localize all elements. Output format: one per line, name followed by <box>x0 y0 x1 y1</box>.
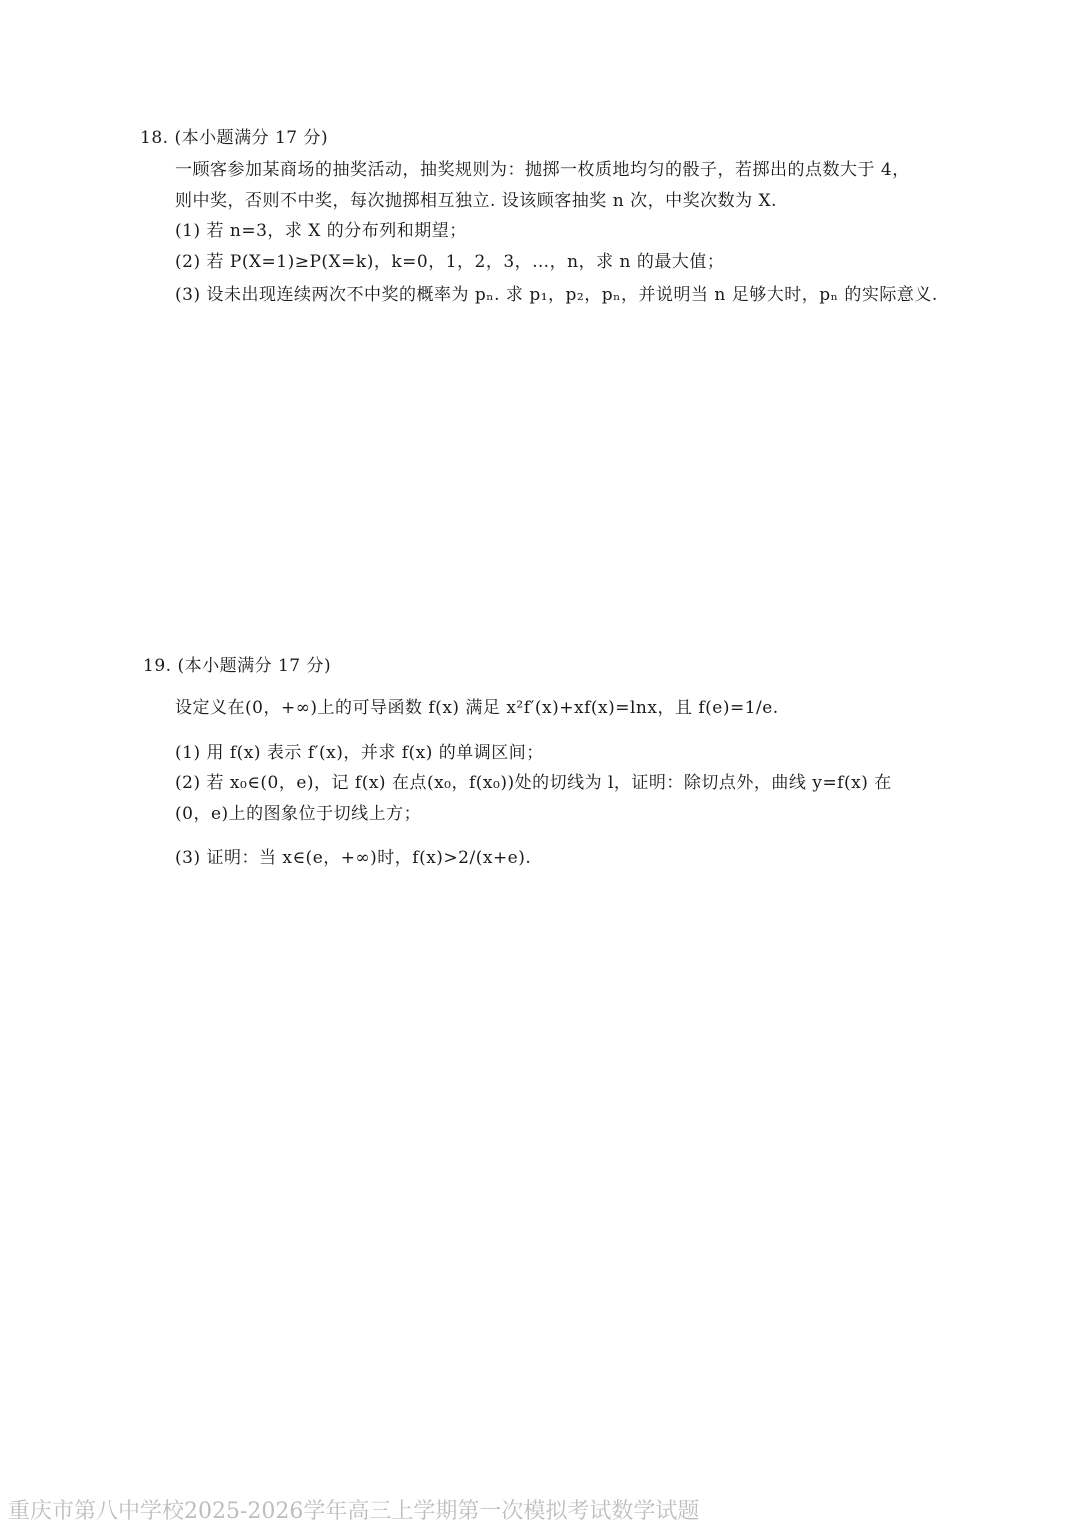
q18-header: 18. (本小题满分 17 分) <box>140 128 329 148</box>
q19-part-1: (1) 用 f(x) 表示 f′(x)，并求 f(x) 的单调区间； <box>175 743 544 763</box>
q19-part-2-line-2: (0，e)上的图象位于切线上方； <box>175 804 422 824</box>
q19-part-2-line-1: (2) 若 x₀∈(0，e)，记 f(x) 在点(x₀，f(x₀))处的切线为 l，证明：除切点外，曲线 y=f(x) 在 <box>175 773 892 793</box>
q18-part-3: (3) 设未出现连续两次不中奖的概率为 pₙ. 求 p₁，p₂，pₙ，并说明当 n 足够大时，pₙ 的实际意义. <box>175 285 938 305</box>
q18-part-1: (1) 若 n=3，求 X 的分布列和期望； <box>175 221 467 241</box>
q19-header: 19. (本小题满分 17 分) <box>143 656 332 676</box>
q18-part-2: (2) 若 P(X=1)≥P(X=k)，k=0，1，2，3，…，n，求 n 的最大值； <box>175 252 725 272</box>
q18-stem-line-1: 一顾客参加某商场的抽奖活动，抽奖规则为：抛掷一枚质地均匀的骰子，若掷出的点数大于 4， <box>175 160 910 180</box>
q19-stem: 设定义在(0，+∞)上的可导函数 f(x) 满足 x²f′(x)+xf(x)=lnx，且 f(e)=1/e. <box>175 698 779 718</box>
q19-part-3: (3) 证明：当 x∈(e，+∞)时，f(x)>2/(x+e). <box>175 848 532 868</box>
watermark: 重庆市第八中学校2025-2026学年高三上学期第一次模拟考试数学试题 <box>8 1499 700 1524</box>
q18-stem-line-2: 则中奖，否则不中奖，每次抛掷相互独立. 设该顾客抽奖 n 次，中奖次数为 X. <box>175 191 777 211</box>
